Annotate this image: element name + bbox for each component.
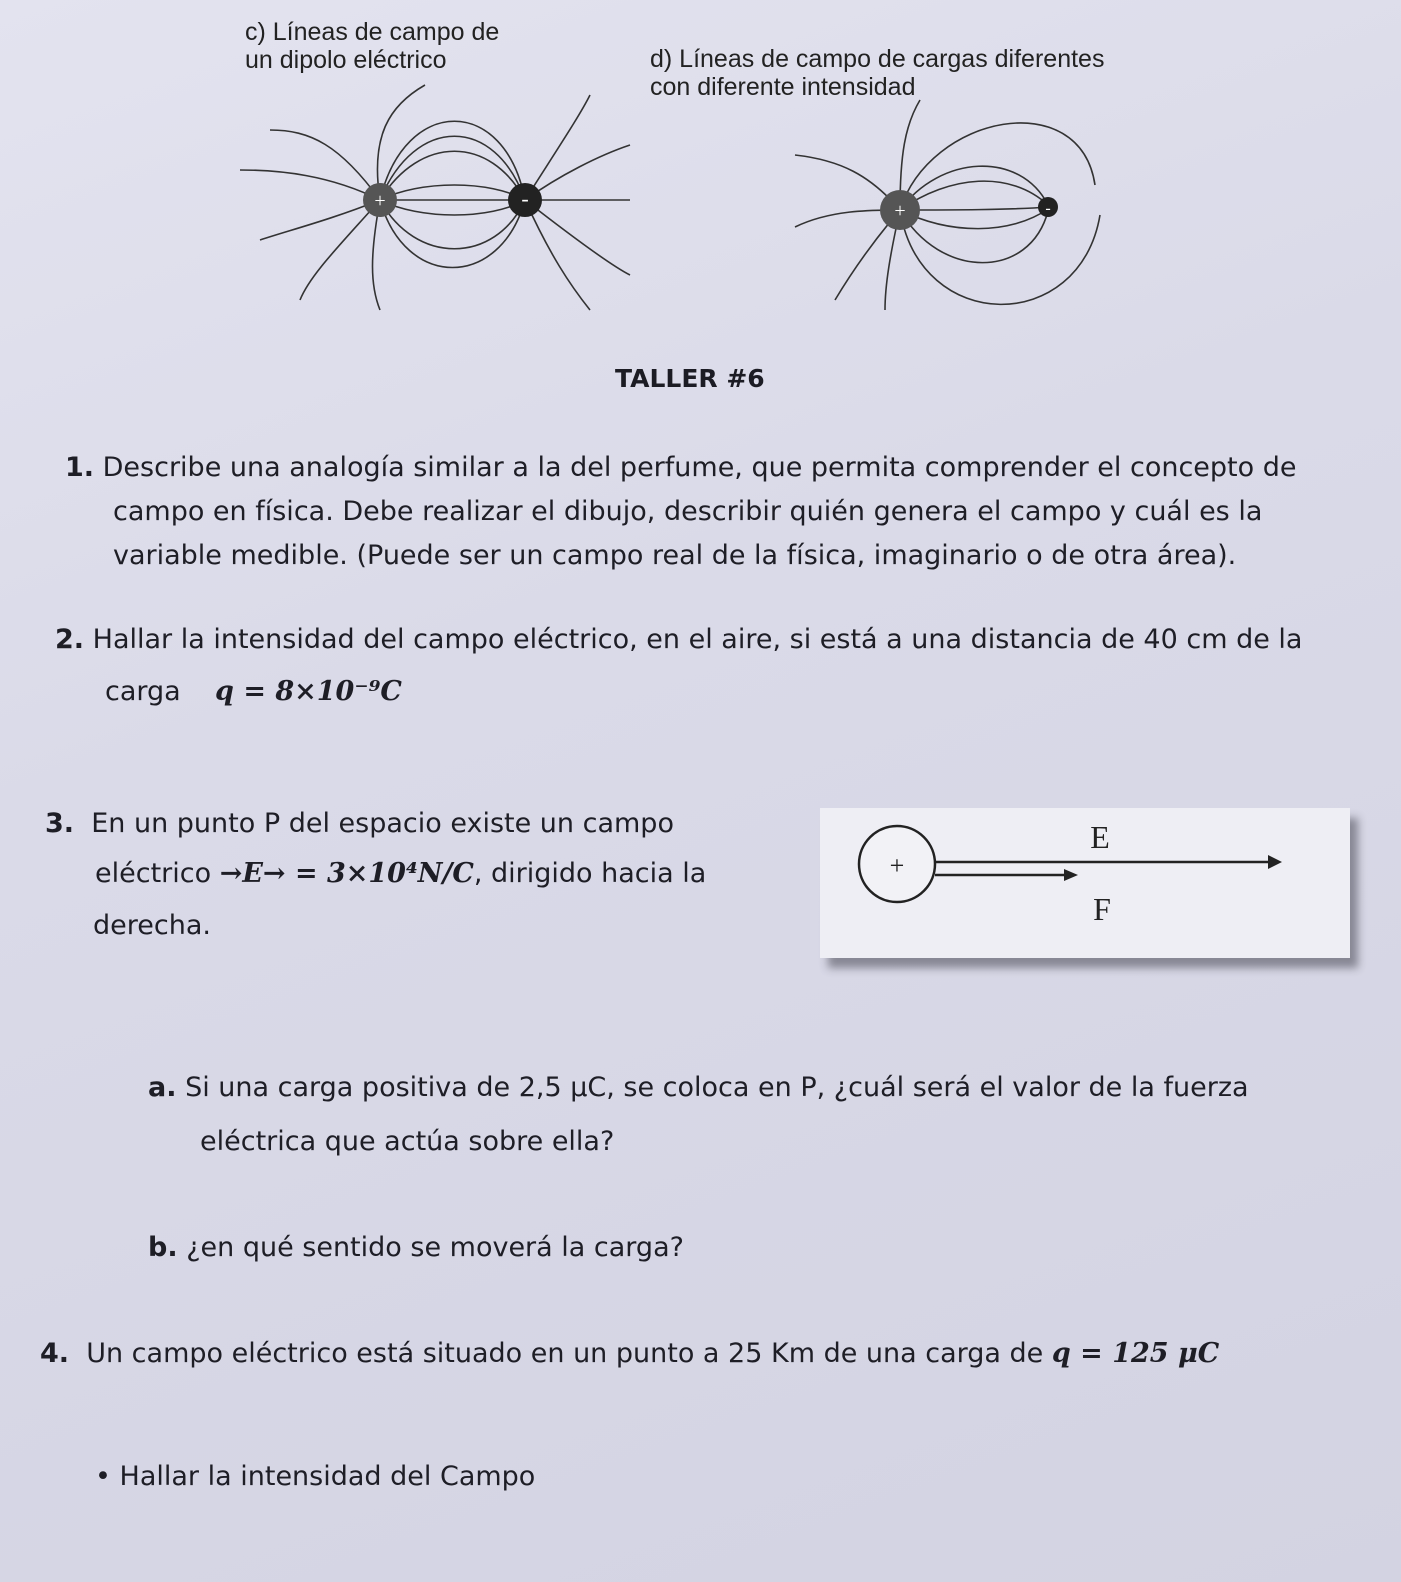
q1-number: 1. xyxy=(65,452,95,483)
q3a-line1: Si una carga positiva de 2,5 µC, se coloca en P, ¿cuál será el valor de la fuerza xyxy=(185,1072,1249,1103)
q4-formula: q = 125 μC xyxy=(1051,1338,1220,1369)
q4-text: Un campo eléctrico está situado en un punto a 25 Km de una carga de xyxy=(86,1338,1044,1369)
q3b-letter: b. xyxy=(148,1232,178,1263)
q3-line2-suffix: , dirigido hacia la xyxy=(473,858,707,889)
q1-line1: Describe una analogía similar a la del perfume, que permita comprender el concepto de xyxy=(102,452,1297,483)
q3-line2-prefix: eléctrico xyxy=(95,858,212,889)
fig-c-caption-line1: c) Líneas de campo de xyxy=(245,18,500,46)
fig-d-negative-label: - xyxy=(1045,200,1051,217)
q4-bullet-text: Hallar la intensidad del Campo xyxy=(119,1461,536,1492)
q2-number: 2. xyxy=(55,624,85,655)
fig-d-positive-label: + xyxy=(894,200,906,222)
q3-line3: derecha. xyxy=(93,910,211,941)
q1-line3: variable medible. (Puede ser un campo real de la física, imaginario o de otra área). xyxy=(113,540,1237,571)
q2-line1: Hallar la intensidad del campo eléctrico, en el aire, si está a una distancia de 40 cm de la xyxy=(92,624,1303,655)
q4-bullet: • xyxy=(95,1461,111,1492)
q3b-text: ¿en qué sentido se moverá la carga? xyxy=(186,1232,684,1263)
q3-charge-label: + xyxy=(889,851,905,880)
q1-line2: campo en física. Debe realizar el dibujo, describir quién genera el campo y cuál es la xyxy=(113,496,1263,527)
fig-d-caption xyxy=(650,45,1104,101)
q4-bullet-item xyxy=(95,1455,995,1499)
fig-d-unequal-charges-field-lines xyxy=(790,95,1110,330)
q3a-line2: eléctrica que actúa sobre ella? xyxy=(200,1126,615,1157)
question-3 xyxy=(45,802,805,948)
q3-vector-e-arrowhead xyxy=(1268,855,1282,869)
q2-formula: q = 8×10⁻⁹C xyxy=(215,676,402,707)
question-2 xyxy=(55,618,1375,714)
question-4 xyxy=(40,1332,1390,1376)
question-3b xyxy=(148,1226,1348,1270)
fig-c-caption-line2: un dipolo eléctrico xyxy=(245,46,447,74)
q3-line1: En un punto P del espacio existe un campo xyxy=(91,808,674,839)
q3-vector-e-label: E xyxy=(1090,819,1110,855)
q4-number: 4. xyxy=(40,1338,70,1369)
fig-d-caption-line2: con diferente intensidad xyxy=(650,73,916,101)
q3-number: 3. xyxy=(45,808,75,839)
question-3a xyxy=(148,1066,1398,1164)
q3-diagram xyxy=(820,808,1350,958)
worksheet-title: TALLER #6 xyxy=(615,364,765,393)
fig-c-dipole-field-lines xyxy=(230,75,650,335)
q3-vector-f-label: F xyxy=(1093,891,1111,927)
q3-vector-f-arrowhead xyxy=(1064,869,1078,881)
question-1 xyxy=(65,446,1365,578)
q2-line2-prefix: carga xyxy=(105,676,181,707)
q3-formula: →E→ = 3×10⁴N/C xyxy=(219,858,474,889)
fig-c-caption xyxy=(245,18,499,74)
fig-d-caption-line1: d) Líneas de campo de cargas diferentes xyxy=(650,45,1105,73)
fig-c-negative-label: - xyxy=(521,186,529,211)
q3a-letter: a. xyxy=(148,1072,177,1103)
fig-c-positive-label: + xyxy=(374,190,386,212)
